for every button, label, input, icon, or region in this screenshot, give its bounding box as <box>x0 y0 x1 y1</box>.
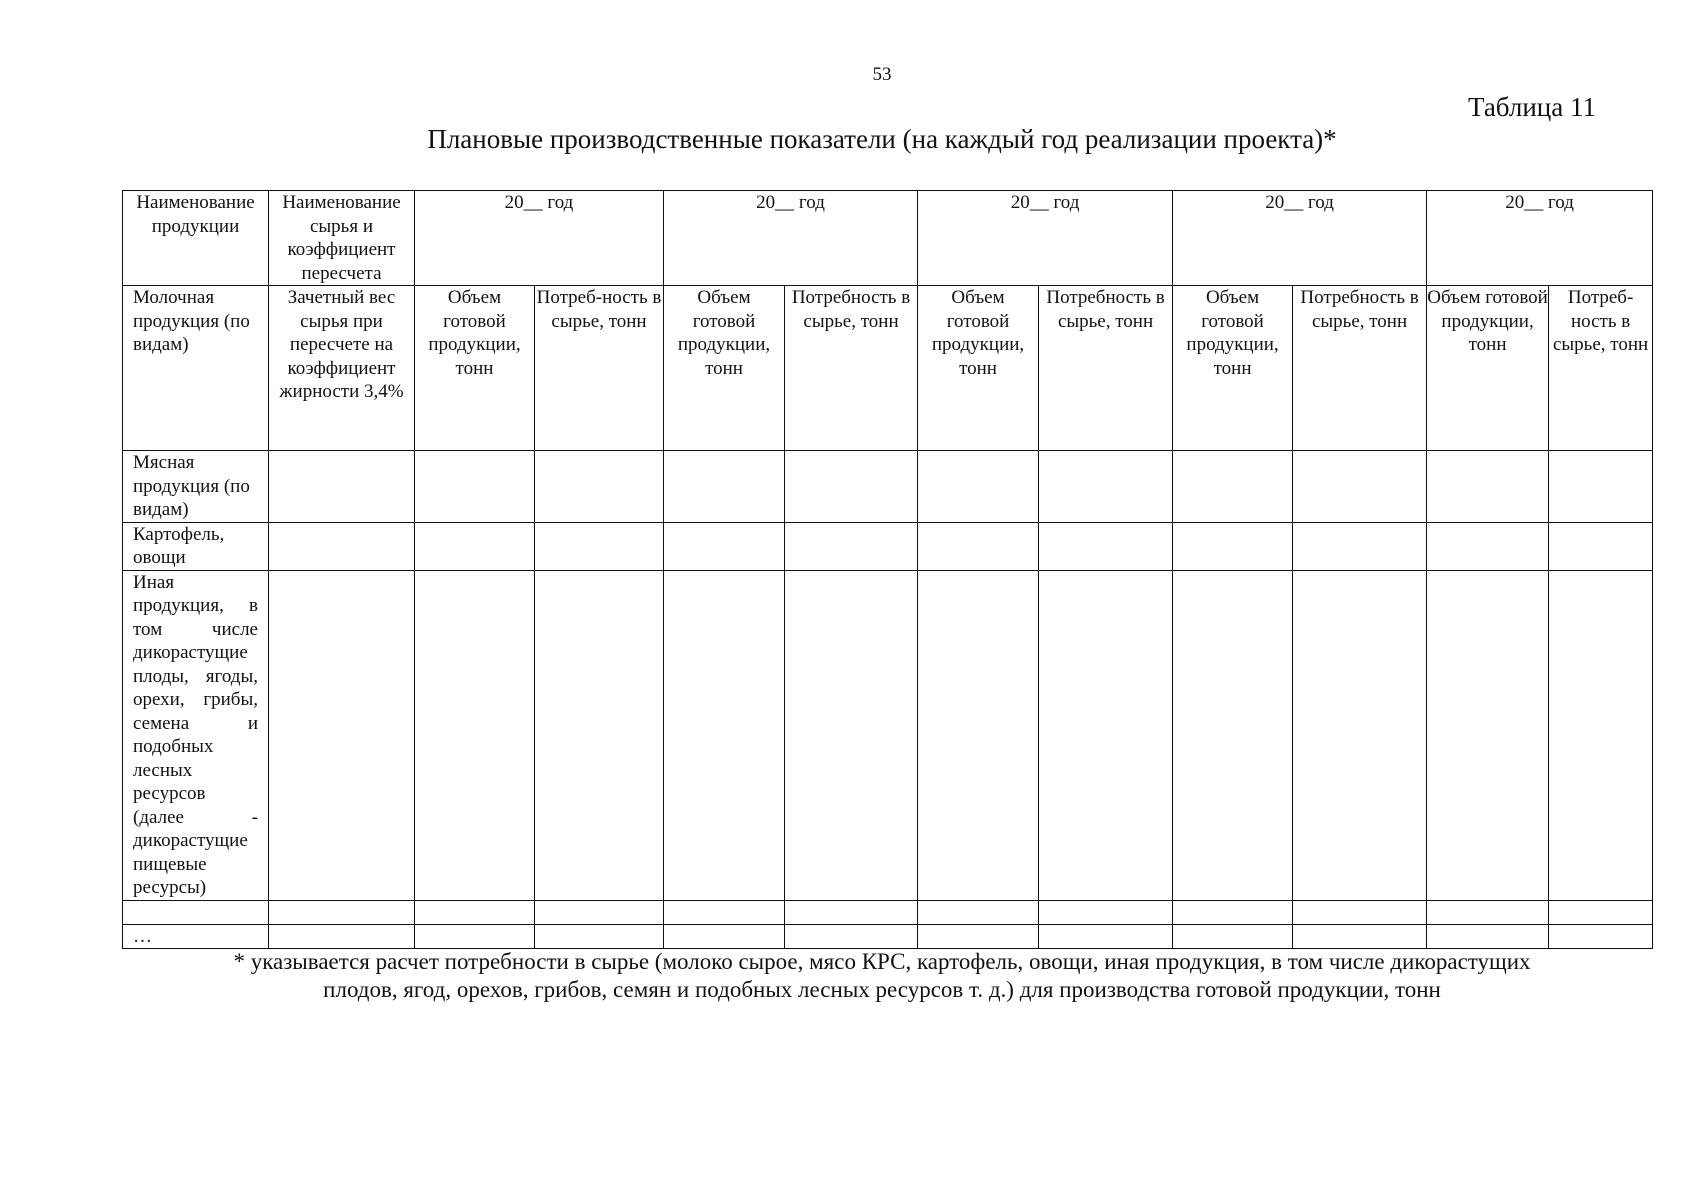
need-header-year-3: Потребность в сырье, тонн <box>1039 286 1173 451</box>
table-cell <box>535 522 664 570</box>
table-cell <box>918 522 1039 570</box>
table-cell <box>785 522 918 570</box>
table-cell <box>1039 570 1173 900</box>
other-product-cell: Иная продукция, в том числе дикорастущие плоды, ягоды, орехи, грибы, семена и подобных лесных ресурсов (далее - дикорастущие пищевые ресурсы) <box>123 570 269 900</box>
table-cell <box>415 451 535 523</box>
table-cell <box>1549 522 1653 570</box>
table-cell <box>785 451 918 523</box>
other-products-row <box>123 570 1653 900</box>
table-cell <box>1173 522 1293 570</box>
table-cell <box>535 570 664 900</box>
vegetables-row <box>123 522 1653 570</box>
header-year-1: 20__ год <box>415 191 664 286</box>
table-cell <box>1173 570 1293 900</box>
table-cell <box>415 570 535 900</box>
table-cell <box>664 900 785 924</box>
volume-header-year-4: Объем готовой продукции, тонн <box>1173 286 1293 451</box>
header-year-3: 20__ год <box>918 191 1173 286</box>
table-cell <box>1173 900 1293 924</box>
table-cell <box>1039 900 1173 924</box>
volume-header-year-5: Объем готовой продукции, тонн <box>1427 286 1549 451</box>
table-cell <box>1173 451 1293 523</box>
header-year-5: 20__ год <box>1427 191 1653 286</box>
table-cell <box>1427 522 1549 570</box>
table-cell <box>535 924 664 949</box>
table-cell <box>1293 900 1427 924</box>
footnote-line-2: плодов, ягод, орехов, грибов, семян и подобных лесных ресурсов т. д.) для производства готовой продукции, тонн <box>323 977 1441 1002</box>
need-header-year-1: Потреб-ность в сырье, тонн <box>535 286 664 451</box>
empty-product-cell <box>123 900 269 924</box>
meat-product-cell: Мясная продукция (по видам) <box>123 451 269 523</box>
dairy-row <box>123 286 1653 451</box>
footnote <box>0 948 1689 1004</box>
table-cell <box>1293 451 1427 523</box>
table-cell <box>785 924 918 949</box>
table-cell <box>785 570 918 900</box>
table-cell <box>664 451 785 523</box>
header-raw-name: Наименование сырья и коэффициент пересчета <box>269 191 415 286</box>
table-cell <box>918 924 1039 949</box>
empty-row <box>123 900 1653 924</box>
need-header-year-5: Потреб-ность в сырье, тонн <box>1549 286 1653 451</box>
volume-header-year-3: Объем готовой продукции, тонн <box>918 286 1039 451</box>
raw-weight-cell: Зачетный вес сырья при пересчете на коэффициент жирности 3,4% <box>269 286 415 451</box>
table-cell <box>918 570 1039 900</box>
table-cell <box>1293 924 1427 949</box>
table-cell <box>1549 924 1653 949</box>
table-cell <box>1173 924 1293 949</box>
table-cell <box>1549 570 1653 900</box>
page-number: 53 <box>872 64 892 85</box>
header-product-name: Наименование продукции <box>123 191 269 286</box>
table-cell <box>1427 451 1549 523</box>
volume-header-year-2: Объем готовой продукции, тонн <box>664 286 785 451</box>
ellipsis-cell: … <box>123 924 269 949</box>
need-header-year-2: Потребность в сырье, тонн <box>785 286 918 451</box>
document-title: Плановые производственные показатели (на каждый год реализации проекта)* <box>427 124 1337 154</box>
table-cell <box>269 924 415 949</box>
table-cell <box>415 522 535 570</box>
table-cell <box>269 522 415 570</box>
dairy-product-cell: Молочная продукция (по видам) <box>123 286 269 451</box>
table-label: Таблица 11 <box>1468 92 1596 122</box>
table-cell <box>918 900 1039 924</box>
table-cell <box>1293 570 1427 900</box>
table-cell <box>1427 900 1549 924</box>
header-year-2: 20__ год <box>664 191 918 286</box>
table-cell <box>1039 451 1173 523</box>
table-cell <box>269 900 415 924</box>
table-cell <box>1549 451 1653 523</box>
table-cell <box>918 451 1039 523</box>
table-cell <box>535 451 664 523</box>
table-cell <box>1427 924 1549 949</box>
table-cell <box>1293 522 1427 570</box>
table-cell <box>664 570 785 900</box>
volume-header-year-1: Объем готовой продукции, тонн <box>415 286 535 451</box>
production-indicators-table <box>122 190 1653 949</box>
vegetables-product-cell: Картофель, овощи <box>123 522 269 570</box>
footnote-line-1: * указывается расчет потребности в сырье (молоко сырое, мясо КРС, картофель, овощи, иная продукция, в том числе дикорастущих <box>233 949 1531 974</box>
table-cell <box>415 900 535 924</box>
header-year-4: 20__ год <box>1173 191 1427 286</box>
table-cell <box>1039 522 1173 570</box>
table-cell <box>1427 570 1549 900</box>
table-cell <box>664 522 785 570</box>
table-cell <box>1039 924 1173 949</box>
table-cell <box>269 451 415 523</box>
ellipsis-row <box>123 924 1653 949</box>
header-row <box>123 191 1653 286</box>
table-cell <box>535 900 664 924</box>
need-header-year-4: Потребность в сырье, тонн <box>1293 286 1427 451</box>
table-cell <box>785 900 918 924</box>
table-cell <box>664 924 785 949</box>
table-cell <box>1549 900 1653 924</box>
table-cell <box>415 924 535 949</box>
meat-row <box>123 451 1653 523</box>
table-cell <box>269 570 415 900</box>
